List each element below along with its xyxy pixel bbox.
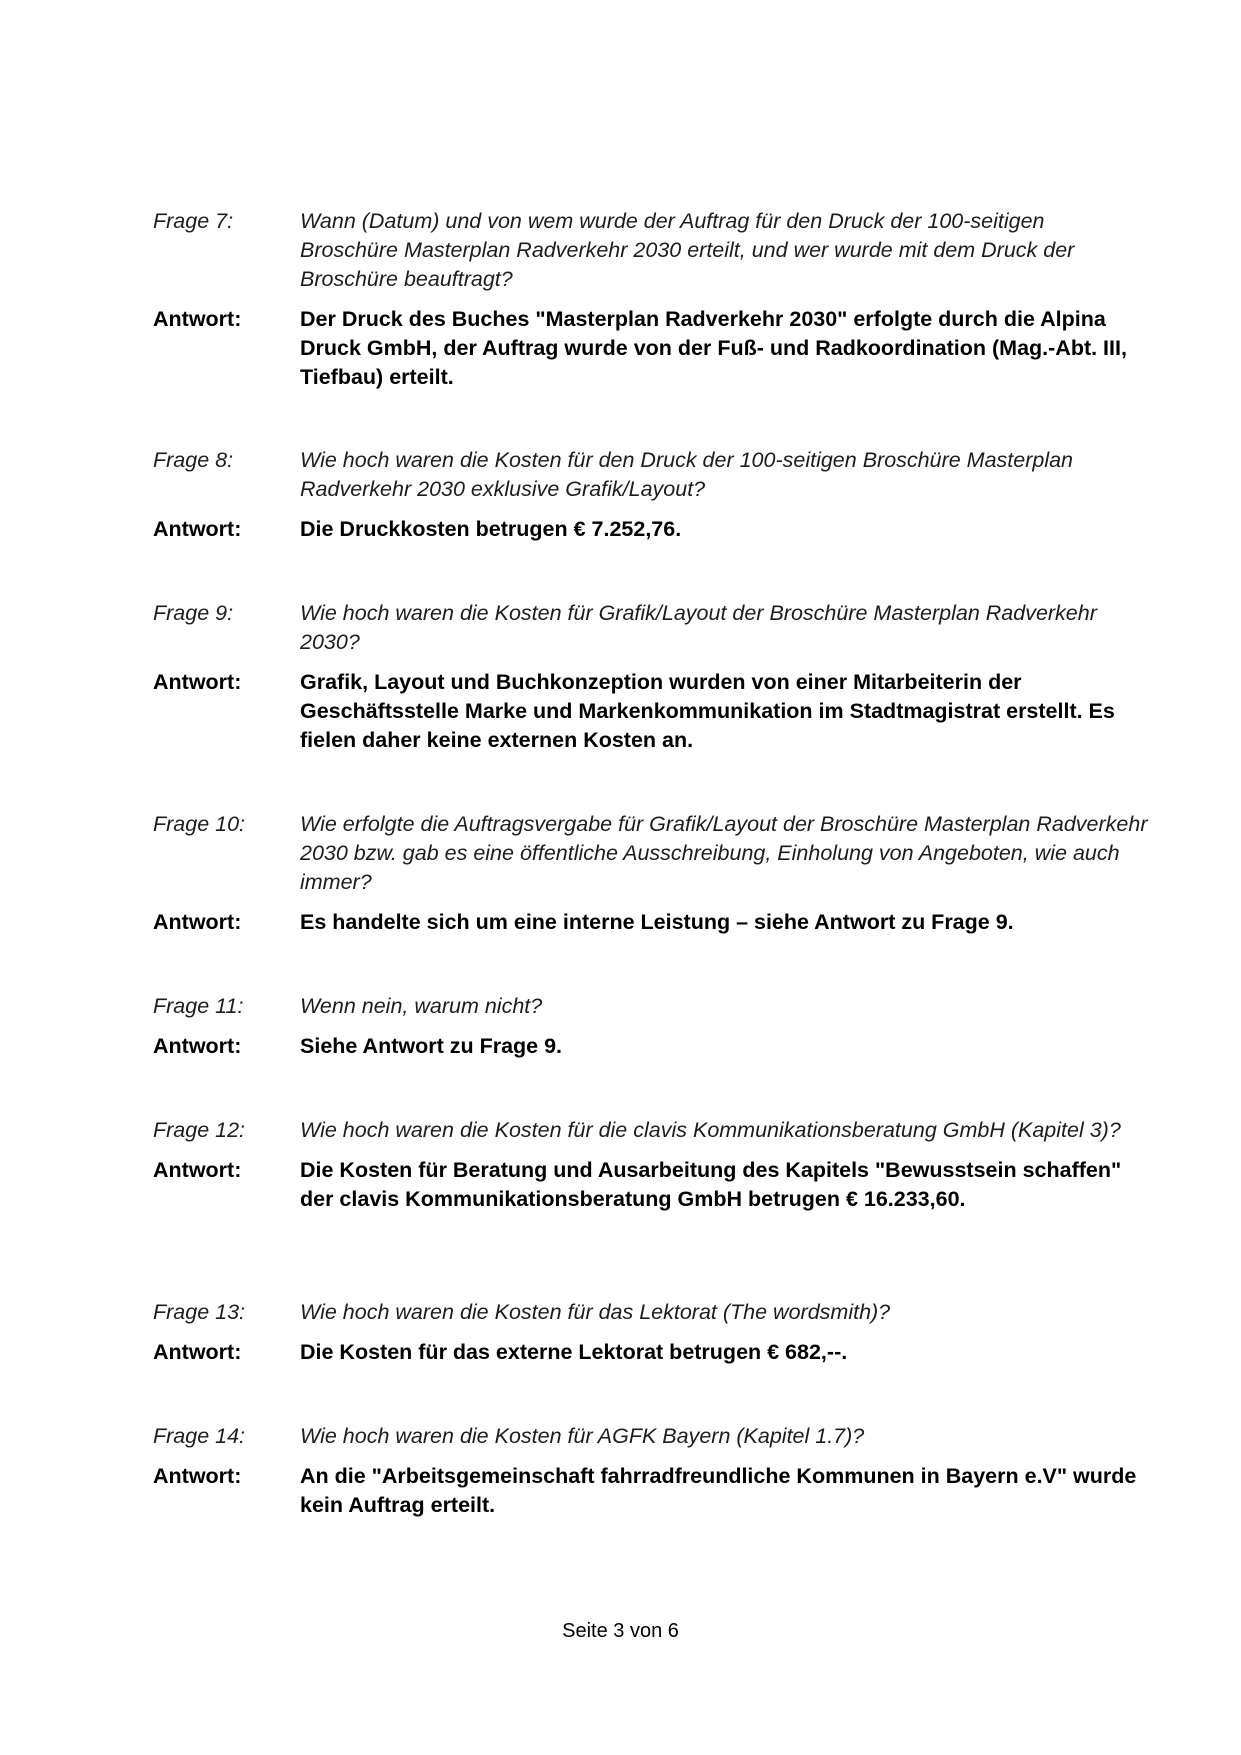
answer-row: [153, 305, 1148, 392]
answer-label: Antwort:: [153, 1034, 242, 1058]
question-label: Frage 8:: [153, 448, 234, 472]
answer-label: Antwort:: [153, 1464, 242, 1488]
qa-frage-10: [153, 810, 1148, 937]
answer-text: Es handelte sich um eine interne Leistung – siehe Antwort zu Frage 9.: [300, 910, 1014, 934]
question-row: [153, 992, 1148, 1021]
question-text: Wie hoch waren die Kosten für die clavis Kommunikationsberatung GmbH (Kapitel 3)?: [300, 1118, 1121, 1142]
qa-frage-7: [153, 207, 1148, 392]
answer-row: [153, 1462, 1148, 1520]
question-text: Wie hoch waren die Kosten für AGFK Bayern (Kapitel 1.7)?: [300, 1424, 865, 1448]
answer-text: Grafik, Layout und Buchkonzeption wurden von einer Mitarbeiterin der Geschäftsstelle Marke und Markenkommunikation im Stadtmagistrat erstellt. Es fielen daher keine externen Kosten an.: [300, 670, 1115, 752]
answer-label: Antwort:: [153, 517, 242, 541]
answer-label: Antwort:: [153, 670, 242, 694]
page-number-footer: Seite 3 von 6: [562, 1620, 679, 1642]
answer-row: [153, 668, 1148, 755]
question-row: [153, 1116, 1148, 1145]
question-label: Frage 10:: [153, 812, 246, 836]
answer-label: Antwort:: [153, 1340, 242, 1364]
question-label: Frage 7:: [153, 209, 234, 233]
answer-text: Der Druck des Buches "Masterplan Radverkehr 2030" erfolgte durch die Alpina Druck GmbH, der Auftrag wurde von der Fuß- und Radkoordination (Mag.-Abt. III, Tiefbau) erteilt.: [300, 307, 1127, 389]
answer-label: Antwort:: [153, 307, 242, 331]
question-text: Wie hoch waren die Kosten für das Lektorat (The wordsmith)?: [300, 1300, 891, 1324]
answer-row: [153, 1338, 1148, 1367]
answer-text: Die Druckkosten betrugen € 7.252,76.: [300, 517, 682, 541]
answer-text: Die Kosten für Beratung und Ausarbeitung des Kapitels "Bewusstsein schaffen" der clavis Kommunikationsberatung GmbH betrugen € 16.233,60.: [300, 1158, 1122, 1211]
question-label: Frage 14:: [153, 1424, 246, 1448]
answer-row: [153, 515, 1148, 544]
answer-row: [153, 1156, 1148, 1214]
answer-text: Siehe Antwort zu Frage 9.: [300, 1034, 563, 1058]
question-row: [153, 1422, 1148, 1451]
qa-frage-9: [153, 599, 1148, 755]
question-text: Wann (Datum) und von wem wurde der Auftrag für den Druck der 100-seitigen Broschüre Masterplan Radverkehr 2030 erteilt, und wer wurde mit dem Druck der Broschüre beauftragt?: [300, 209, 1075, 291]
answer-text: An die "Arbeitsgemeinschaft fahrradfreundliche Kommunen in Bayern e.V" wurde kein Auftrag erteilt.: [300, 1464, 1137, 1517]
answer-label: Antwort:: [153, 910, 242, 934]
qa-frage-11: [153, 992, 1148, 1061]
answer-row: [153, 1032, 1148, 1061]
answer-text: Die Kosten für das externe Lektorat betrugen € 682,--.: [300, 1340, 848, 1364]
question-label: Frage 11:: [153, 994, 244, 1018]
answer-label: Antwort:: [153, 1158, 242, 1182]
question-text: Wie hoch waren die Kosten für den Druck der 100-seitigen Broschüre Masterplan Radverkehr 2030 exklusive Grafik/Layout?: [300, 448, 1074, 501]
question-label: Frage 13:: [153, 1300, 246, 1324]
question-row: [153, 810, 1148, 897]
question-label: Frage 9:: [153, 601, 234, 625]
question-row: [153, 599, 1148, 657]
question-text: Wenn nein, warum nicht?: [300, 994, 543, 1018]
qa-frage-8: [153, 446, 1148, 544]
question-row: [153, 1298, 1148, 1327]
qa-frage-13: [153, 1298, 1148, 1367]
question-row: [153, 207, 1148, 294]
question-label: Frage 12:: [153, 1118, 246, 1142]
qa-frage-14: [153, 1422, 1148, 1520]
question-text: Wie erfolgte die Auftragsvergabe für Grafik/Layout der Broschüre Masterplan Radverkehr 2030 bzw. gab es eine öffentliche Ausschreibung, Einholung von Angeboten, wie auch immer?: [300, 812, 1148, 894]
answer-row: [153, 908, 1148, 937]
question-row: [153, 446, 1148, 504]
qa-frage-12: [153, 1116, 1148, 1214]
question-text: Wie hoch waren die Kosten für Grafik/Layout der Broschüre Masterplan Radverkehr 2030?: [300, 601, 1097, 654]
